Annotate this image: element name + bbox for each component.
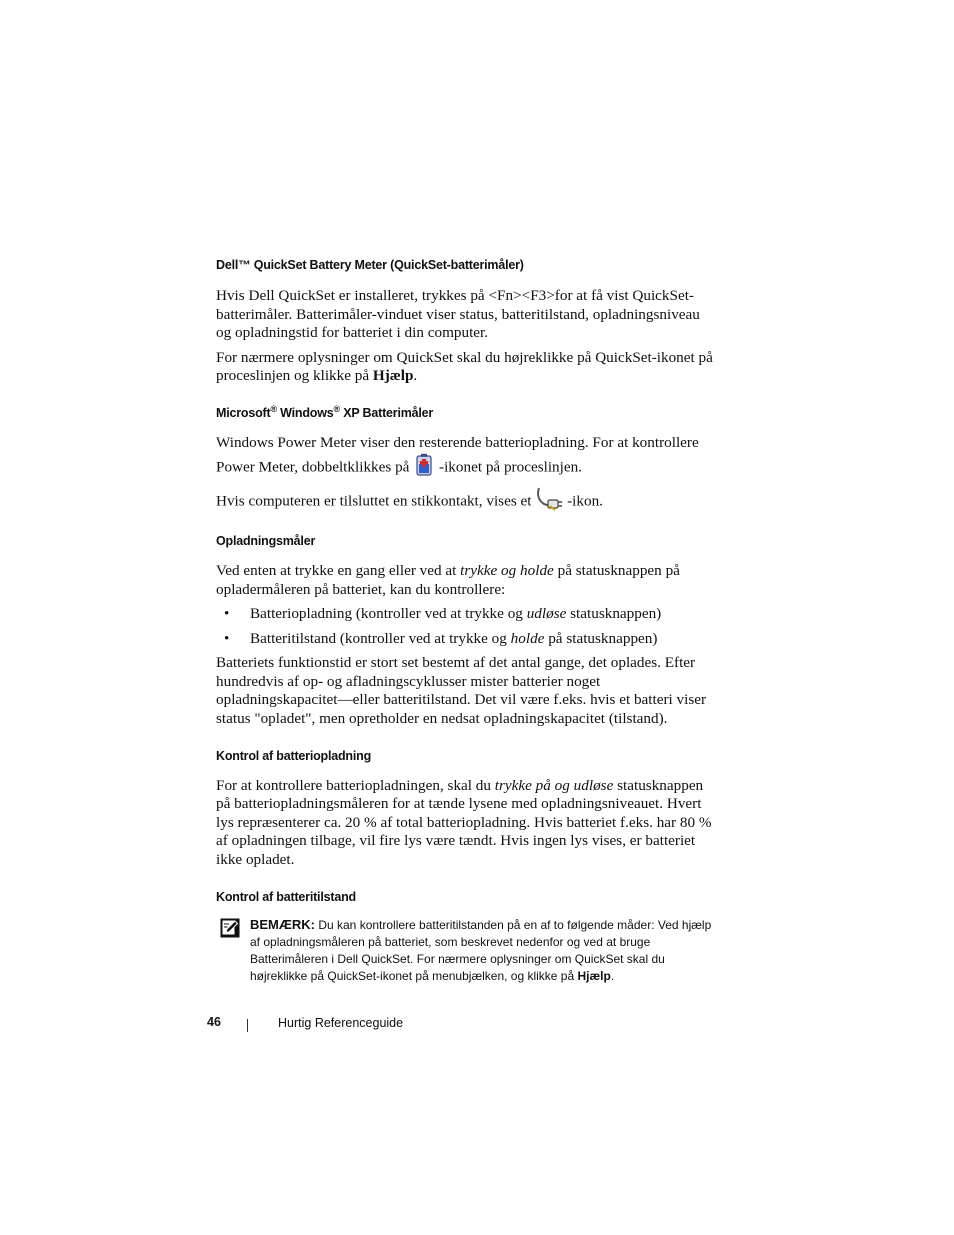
page-number: 46 <box>207 1015 221 1029</box>
windows-paragraph-2: Hvis computeren er tilsluttet en stikkontakt, vises et -ikon. <box>216 486 716 518</box>
charge-meter-paragraph-1: Ved enten at trykke en gang eller ved at trykke og holde på statusknappen på opladermåleren på batteriet, kan du kontrollere: <box>216 561 680 598</box>
heading-quickset: Dell™ QuickSet Battery Meter (QuickSet-batterimåler) <box>216 258 524 272</box>
quickset-paragraph-2: For nærmere oplysninger om QuickSet skal du højreklikke på QuickSet-ikonet på proceslinjen og klikke på Hjælp. <box>216 348 713 385</box>
page-content <box>216 258 716 985</box>
note-box: BEMÆRK: Du kan kontrollere batteritilstanden på en af to følgende måder: Ved hjælp af opladningsmåleren på batteriet, som beskrevet nedenfor og ved at bruge Batterimåleren i Dell QuickSet. For nærmere oplysninger om QuickSet skal du højreklikke på QuickSet-ikonet på menubjælken, og klikke på Hjælp. <box>216 916 716 985</box>
note-label: BEMÆRK: <box>250 916 315 932</box>
quickset-paragraph-1: Hvis Dell QuickSet er installeret, trykkes på <Fn><F3>for at få vist QuickSet-batterimåler. Batterimåler-vinduet viser status, batteritilstand, opladningsniveau og opladningstid for batteriet i din computer. <box>216 287 700 342</box>
charge-meter-list <box>216 605 716 648</box>
heading-windows-battery-meter: Microsoft® Windows® XP Batterimåler <box>216 403 434 421</box>
heading-check-battery-charge: Kontrol af batteriopladning <box>216 748 372 763</box>
note-pencil-icon <box>220 918 240 943</box>
footer-divider <box>247 1019 248 1032</box>
list-item: • Batteritilstand (kontroller ved at trykke og holde på statusknappen) <box>224 629 658 647</box>
heading-charge-meter: Opladningsmåler <box>216 533 316 548</box>
help-term: Hjælp <box>372 367 414 385</box>
footer-title: Hurtig Referenceguide <box>278 1016 404 1030</box>
charge-meter-paragraph-2: Batteriets funktionstid er stort set bestemt af det antal gange, det oplades. Efter hundredvis af op- og afladningscyklusser mister batterier noget opladningskapacitet—eller batteritilstand. Det vil være f.eks. hvis et batteri viser status "opladet", men opretholder en nedsat opladningskapacitet (tilstand). <box>216 654 707 728</box>
list-item: • Batteriopladning (kontroller ved at trykke og udløse statusknappen) <box>224 605 662 623</box>
help-term: Hjælp <box>577 968 611 983</box>
check-charge-paragraph: For at kontrollere batteriopladningen, skal du trykke på og udløse statusknappen på batteriopladningsmåleren for at tænde lysene med opladningsniveauet. Hvert lys repræsenterer ca. 20 % af total batteriopladning. Hvis batteriet f.eks. har 80 % af opladningen tilbage, vil fire lys være tændt. Hvis ingen lys vises, er batteriet ikke opladet. <box>216 776 712 869</box>
windows-paragraph-1: Windows Power Meter viser den resterende batteriopladning. For at kontrollere Power Meter, dobbeltklikkes på -ikonet på proceslinjen. <box>216 434 716 482</box>
power-plug-icon <box>535 486 563 518</box>
battery-icon <box>413 453 435 483</box>
heading-check-battery-health: Kontrol af batteritilstand <box>216 889 356 904</box>
